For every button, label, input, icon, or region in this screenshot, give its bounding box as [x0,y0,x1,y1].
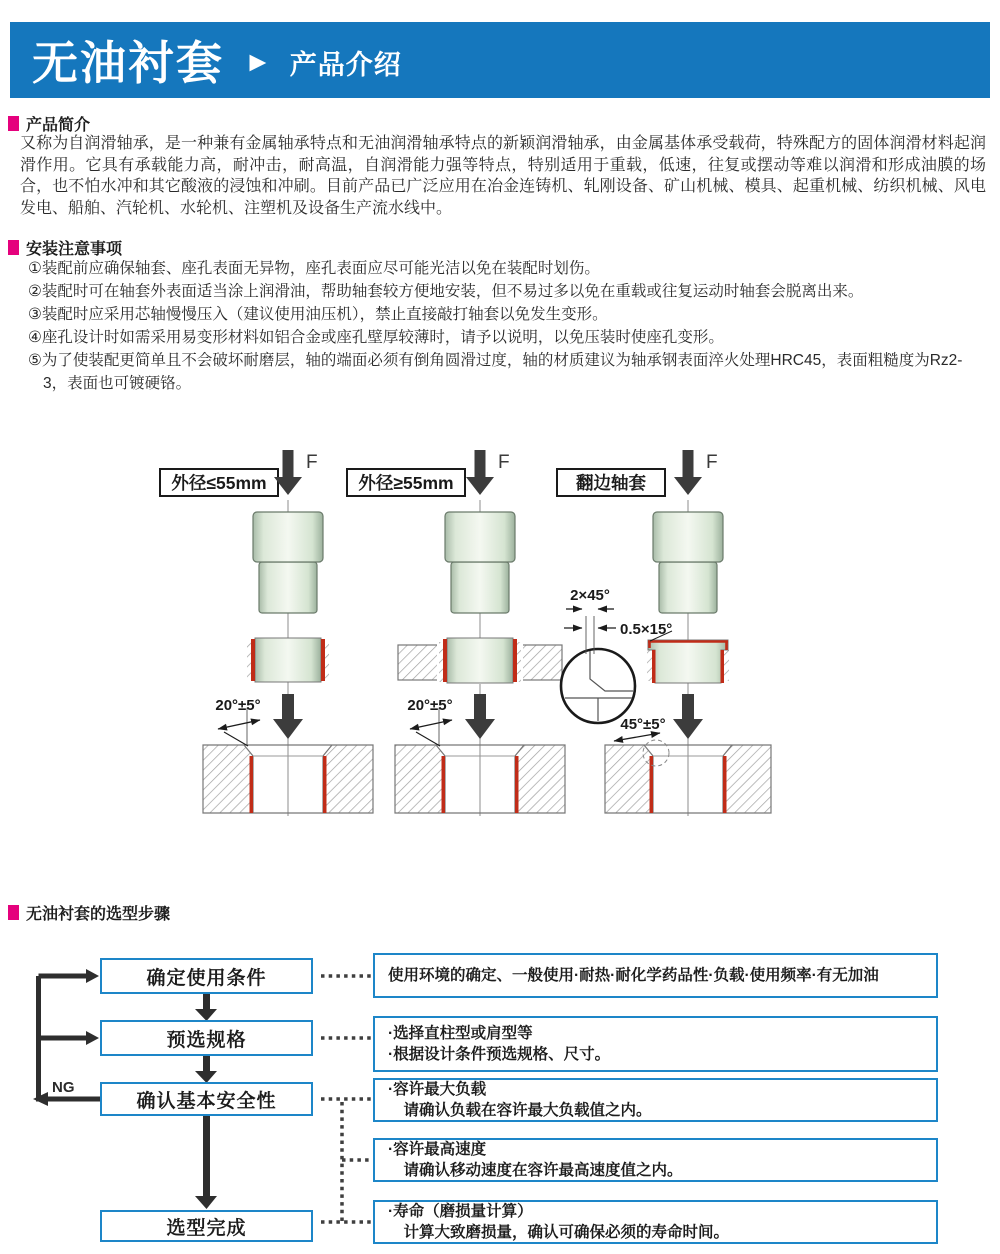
install-notes-list [28,257,980,395]
diagram-small-od [160,450,373,816]
install-note-2: ②装配时可在轴套外表面适当涂上润滑油，帮助轴套较方便地安装，但不易过多以免在重载或往复运动时轴套会脱离出来。 [28,283,864,300]
flanged-bushing [647,640,729,683]
diagram-flanged-bushing [557,450,771,816]
desc-line: 请确认移动速度在容许最高速度值之内。 [388,1162,683,1179]
press-punch [445,512,515,613]
press-direction-arrow-icon [465,694,495,739]
force-arrow-icon [466,450,494,495]
chamfer-angle-label: 20°±5° [215,697,261,714]
desc-line: 使用环境的确定、一般使用·耐热·耐化学药品性·负载·使用频率·有无加油 [388,967,879,984]
flow-step-conditions: 确定使用条件 [100,958,313,994]
section-bullet-icon [8,116,19,131]
section-bullet-icon [8,905,19,920]
force-label: F [306,452,318,473]
press-punch [253,512,323,613]
page-title: 无油衬套 [32,37,224,89]
flow-desc-preselect [373,1016,938,1072]
installation-diagram [20,438,980,858]
force-label: F [706,452,718,473]
section-title-install: 安装注意事项 [26,241,123,258]
flow-step-complete: 选型完成 [100,1210,313,1242]
flange-chamfer-label: 2×45° [570,587,610,604]
flow-desc-conditions [373,953,938,998]
chamfer-dimension [215,697,260,746]
install-note-4: ④座孔设计时如需采用易变形材料如铝合金或座孔壁厚较薄时，请予以说明，以免压装时使座孔变形。 [28,329,724,346]
flow-step-safety: 确认基本安全性 [100,1082,313,1116]
page-subtitle: 产品介绍 [289,49,402,80]
page-banner [10,22,990,98]
guide-plate-with-bushing [398,638,562,684]
chamfer-angle-label: 20°±5° [407,697,453,714]
install-note-5: ⑤为了使装配更简单且不会破坏耐磨层，轴的端面必须有倒角圆滑过度，轴的材质建议为轴承钢表面淬火处理HRC45，表面粗糙度为Rz2-3，表面也可镀硬铬。 [28,352,963,392]
press-direction-arrow-icon [673,694,703,739]
flow-desc-max-speed [373,1138,938,1182]
section-bullet-icon [8,240,19,255]
section-install-header [8,236,122,259]
flow-step-preselect: 预选规格 [100,1020,313,1056]
section-intro-header [8,112,90,135]
diagram-label-flanged: 翻边轴套 [576,473,646,493]
diagram-large-od [347,450,565,816]
diagram-label-large-od: 外径≥55mm [358,473,454,493]
desc-line: ·寿命（磨损量计算） [388,1203,533,1220]
desc-line: ·容许最大负载 [388,1081,487,1098]
ng-label: NG [52,1079,75,1096]
desc-line: ·容许最高速度 [388,1141,487,1158]
install-note-1: ①装配前应确保轴套、座孔表面无异物，座孔表面应尽可能光洁以免在装配时划伤。 [28,260,600,277]
install-note-3: ③装配时应采用芯轴慢慢压入（建议使用油压机），禁止直接敲打轴套以免发生变形。 [28,306,608,323]
press-direction-arrow-icon [273,694,303,739]
dotted-connectors [321,976,371,1222]
chamfer-dimension [407,697,452,746]
intro-paragraph: 又称为自润滑轴承，是一种兼有金属轴承特点和无油润滑轴承特点的新颖润滑轴承，由金属基体承受载荷，特殊配方的固体润滑材料起润滑作用。它具有承载能力高，耐冲击，耐高温，自润滑能力强等特点，特别适用于重载，低速，往复或摆动等难以润滑和形成油膜的场合，也不怕水冲和其它酸液的浸蚀和冲刷。目前产品已广泛应用在冶金连铸机、轧刚设备、矿山机械、模具、起重机械、纺织机械、风电发电、船舶、汽轮机、水轮机、注塑机及设备生产流水线中。 [20,135,986,217]
bushing [247,638,329,682]
diagram-label-small-od: 外径≤55mm [171,473,267,493]
section-selection-header [8,901,170,924]
flow-desc-lifetime [373,1200,938,1244]
desc-line: ·选择直柱型或肩型等 [388,1025,533,1042]
section-title-intro: 产品简介 [26,117,91,134]
banner-arrow-icon: ► [244,46,272,77]
desc-line: 请确认负载在容许最大负载值之内。 [388,1102,652,1119]
flange-lip-label: 0.5×15° [620,621,673,638]
selection-flowchart [0,940,1000,1254]
desc-line: 计算大致磨损量，确认可确保必须的寿命时间。 [388,1224,730,1241]
force-arrow-icon [674,450,702,495]
flow-desc-max-load [373,1078,938,1122]
force-label: F [498,452,510,473]
flange-detail-circle [561,649,635,723]
section-title-selection: 无油衬套的选型步骤 [26,906,171,923]
desc-line: ·根据设计条件预选规格、尺寸。 [388,1046,611,1063]
press-punch [653,512,723,613]
hole-chamfer-label: 45°±5° [620,716,666,733]
